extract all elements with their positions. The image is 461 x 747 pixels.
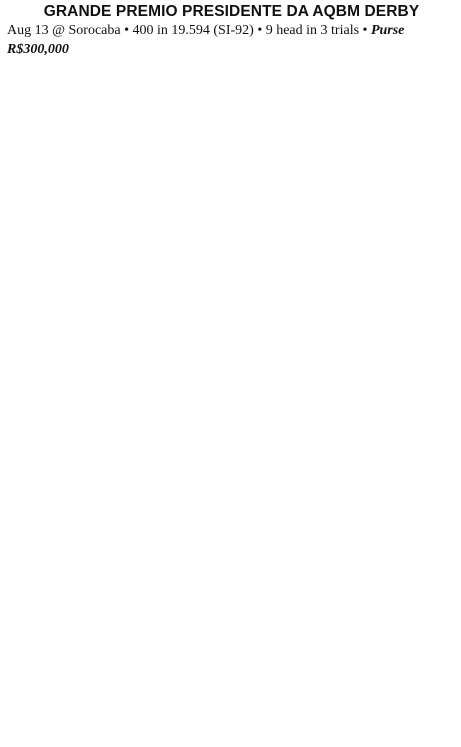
race-title: GRANDE PREMIO PRESIDENTE DA AQBM DERBY <box>43 3 420 20</box>
race-section-derby <box>7 2 456 59</box>
purse-label: Purse <box>370 23 405 38</box>
race-meta <box>7 21 456 59</box>
purse-value: R$300,000 <box>7 42 69 57</box>
race-meta-text: Aug 13 @ Sorocaba • 400 in 19.594 (SI-92) • 9 head in 3 trials • <box>7 23 371 38</box>
